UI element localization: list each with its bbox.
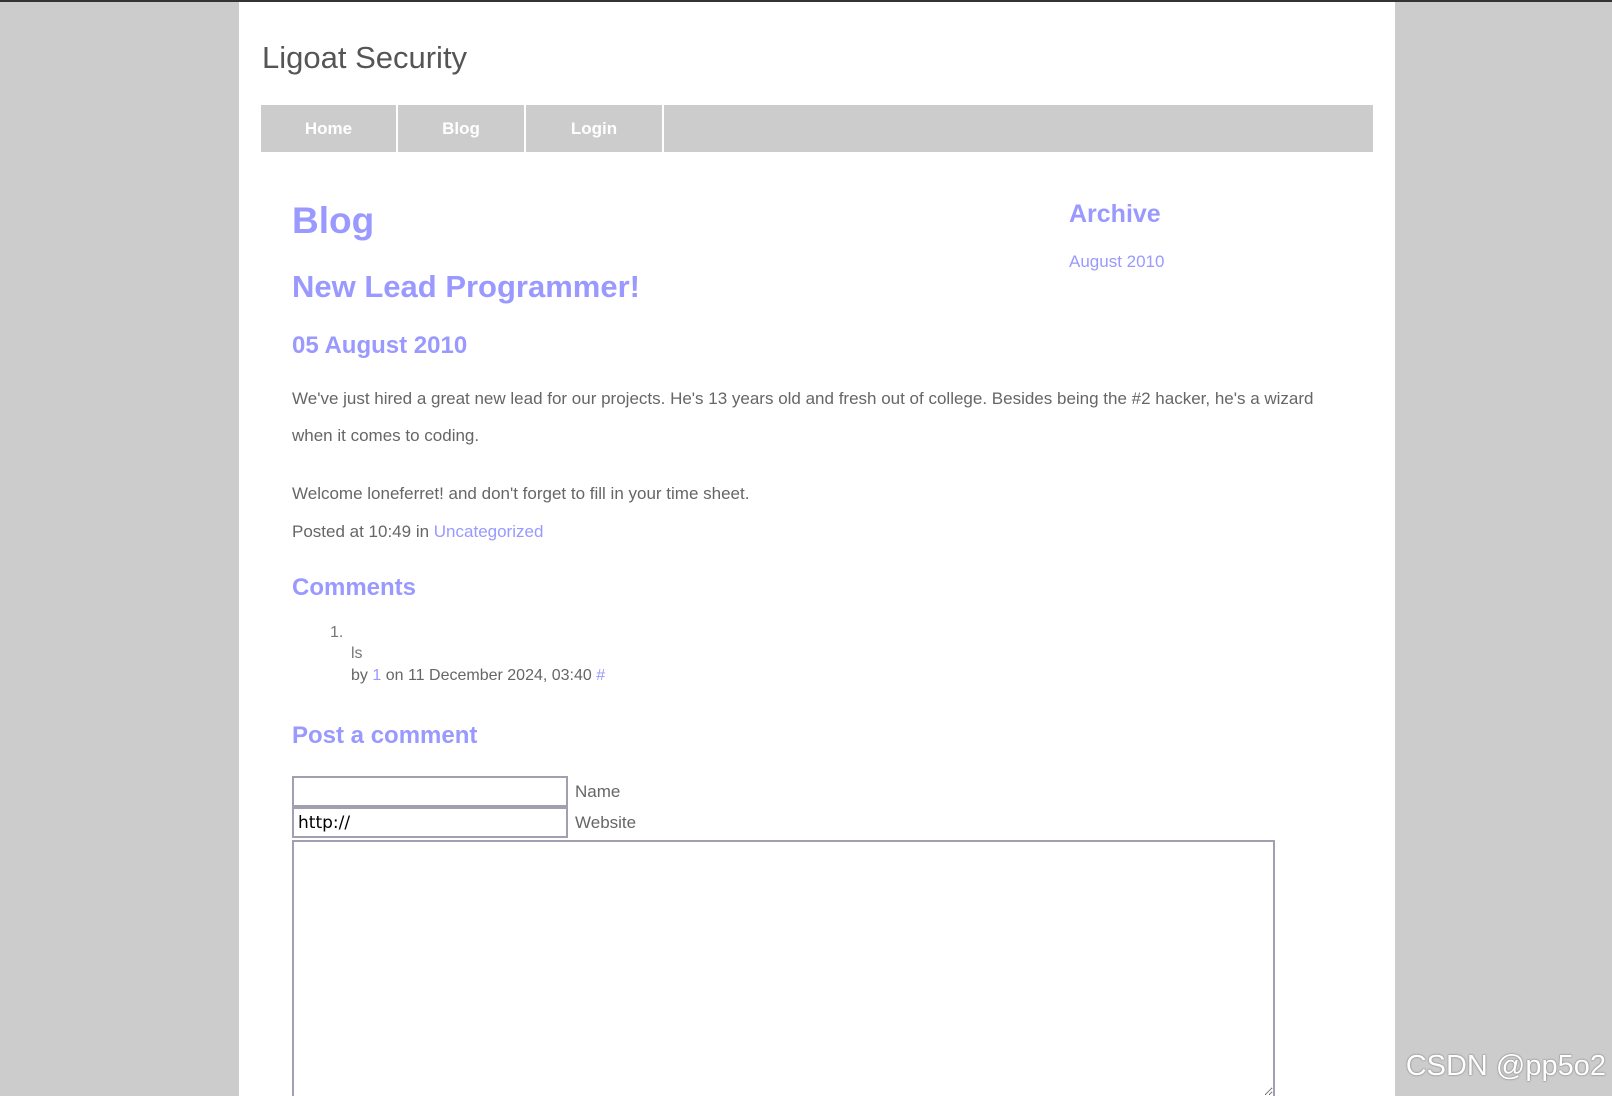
page-container bbox=[239, 2, 1395, 1096]
comment-number: 1. bbox=[330, 624, 344, 641]
name-label: Name bbox=[575, 781, 621, 801]
name-input[interactable] bbox=[292, 776, 568, 807]
comment-author-link[interactable]: 1 bbox=[372, 667, 382, 684]
website-input[interactable] bbox=[292, 807, 568, 838]
post-date: 05 August 2010 bbox=[292, 332, 468, 359]
page-heading: Blog bbox=[292, 200, 375, 241]
website-label: Website bbox=[575, 812, 637, 832]
comment-by-prefix: by bbox=[351, 667, 368, 684]
post-meta-prefix: Posted at 10:49 in bbox=[292, 522, 430, 541]
website-row bbox=[292, 807, 636, 838]
comments-heading: Comments bbox=[292, 574, 417, 601]
comment-textarea[interactable] bbox=[292, 840, 1275, 1096]
post-welcome: Welcome loneferret! and don't forget to fill in your time sheet. bbox=[292, 484, 750, 503]
comment-byline bbox=[351, 667, 605, 685]
site-title: Ligoat Security bbox=[262, 40, 468, 75]
comment-date: on 11 December 2024, 03:40 bbox=[385, 667, 592, 684]
nav-blog[interactable]: Blog bbox=[398, 105, 526, 152]
category-link[interactable]: Uncategorized bbox=[433, 522, 544, 541]
archive-heading: Archive bbox=[1069, 200, 1161, 228]
post-meta bbox=[292, 522, 543, 542]
comment-text: ls bbox=[351, 645, 363, 662]
post-title: New Lead Programmer! bbox=[292, 269, 640, 304]
main-nav bbox=[261, 105, 1373, 152]
watermark: CSDN @pp5o2 bbox=[1405, 1050, 1606, 1082]
post-body: We've just hired a great new lead for our projects. He's 13 years old and fresh out of college. Besides being the #2 hacker, he's a wizard when it comes to coding. bbox=[292, 389, 1314, 445]
comment-permalink[interactable]: # bbox=[596, 667, 606, 684]
post-comment-heading: Post a comment bbox=[292, 722, 478, 749]
nav-login[interactable]: Login bbox=[526, 105, 664, 152]
archive-link-august-2010[interactable]: August 2010 bbox=[1069, 252, 1165, 271]
nav-home[interactable]: Home bbox=[261, 105, 398, 152]
name-row bbox=[292, 776, 620, 807]
